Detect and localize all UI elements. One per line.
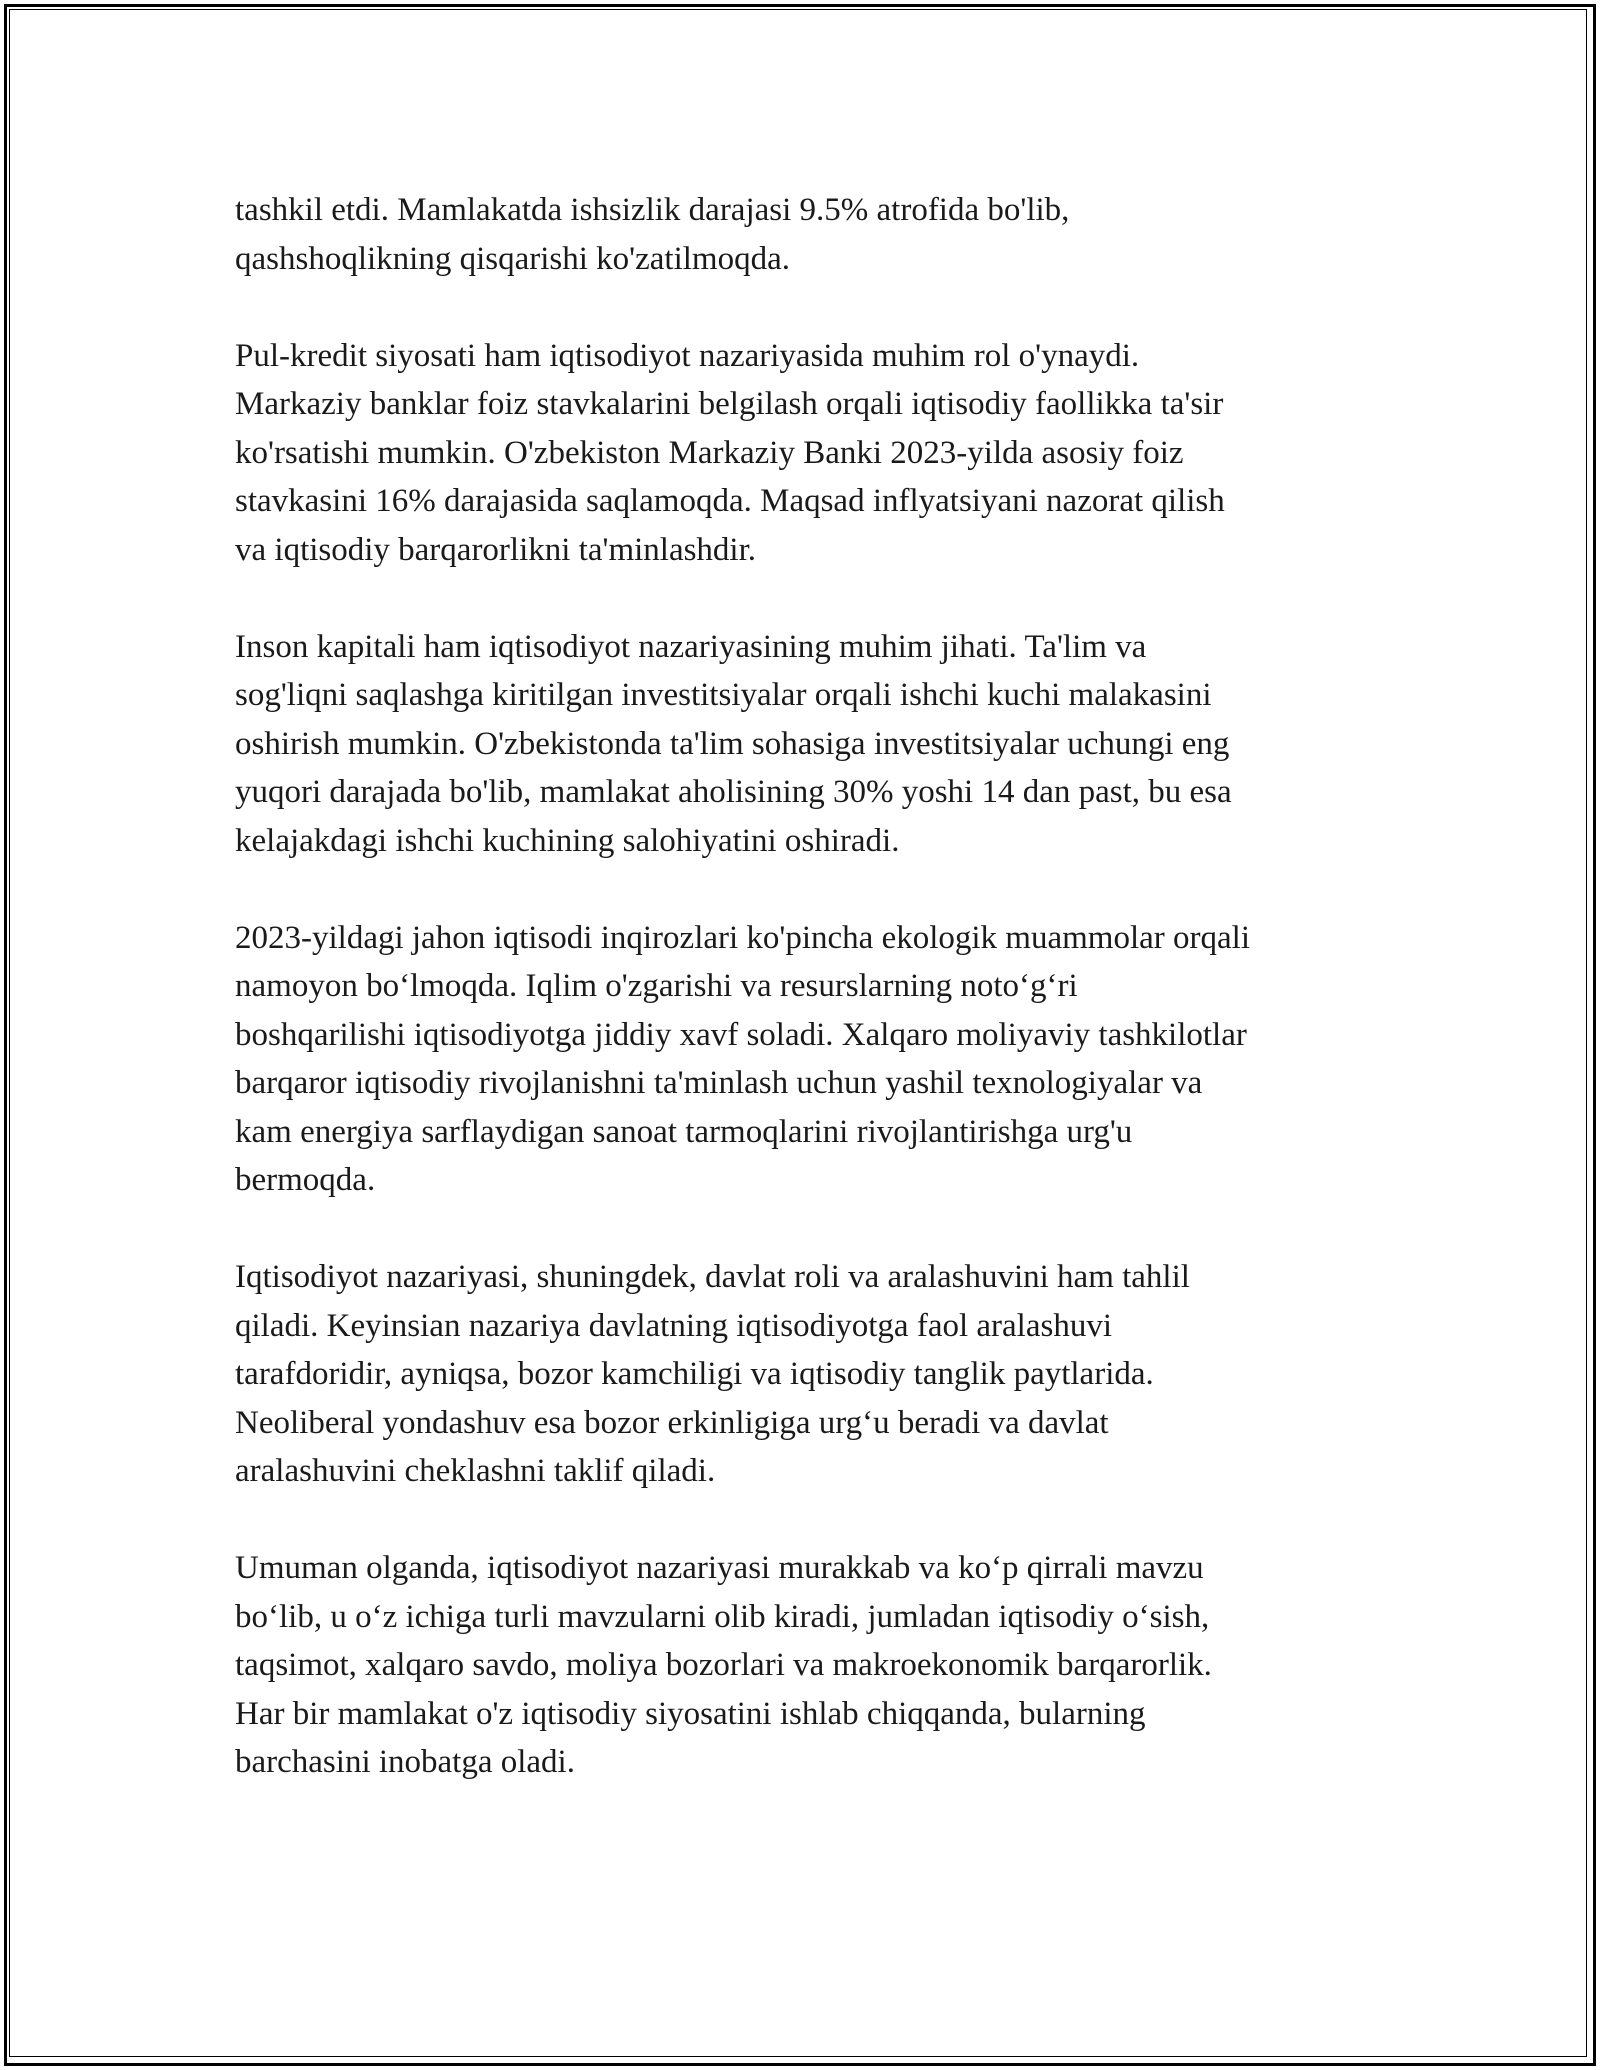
text-line: Iqtisodiyot nazariyasi, shuningdek, davlat roli va aralashuvini ham tahlil [235,1259,1190,1295]
text-line: Har bir mamlakat o'z iqtisodiy siyosatini ishlab chiqqanda, bularning [235,1695,1146,1732]
paragraph-3 [235,623,1375,866]
paragraph-4 [235,914,1375,1205]
text-line: Umuman olganda, iqtisodiyot nazariyasi murakkab va ko‘p qirrali mavzu [235,1550,1204,1586]
text-line: Inson kapitali ham iqtisodiyot nazariyasining muhim jihati. Ta'lim va [235,628,1147,665]
text-line: Neoliberal yondashuv esa bozor erkinligiga urg‘u beradi va davlat [235,1404,1109,1441]
text-line: ko'rsatishi mumkin. O'zbekiston Markaziy Banki 2023-yilda asosiy foiz [235,434,1184,471]
text-line: bermoqda. [235,1162,376,1198]
text-line: namoyon bo‘lmoqda. Iqlim o'zgarishi va resurslarning noto‘g‘ri [235,968,1078,1004]
text-line: qashshoqlikning qisqarishi ko'zatilmoqda. [235,240,790,277]
text-line: oshirish mumkin. O'zbekistonda ta'lim sohasiga investitsiyalar uchungi eng [235,725,1230,762]
text-line: taqsimot, xalqaro savdo, moliya bozorlari va makroekonomik barqarorlik. [235,1647,1212,1683]
text-line: yuqori darajada bo'lib, mamlakat aholisining 30% yoshi 14 dan past, bu esa [235,774,1232,810]
paragraph-6 [235,1544,1375,1787]
document-body [235,186,1375,1835]
text-line: 2023-yildagi jahon iqtisodi inqirozlari ko'pincha ekologik muammolar orqali [235,919,1250,956]
text-line: stavkasini 16% darajasida saqlamoqda. Maqsad inflyatsiyani nazorat qilish [235,483,1225,519]
text-line: tashkil etdi. Mamlakatda ishsizlik darajasi 9.5% atrofida bo'lib, [235,192,1070,228]
text-line: va iqtisodiy barqarorlikni ta'minlashdir. [235,531,757,568]
text-line: barchasini inobatga oladi. [235,1744,575,1780]
paragraph-2 [235,332,1375,575]
text-line: tarafdoridir, ayniqsa, bozor kamchiligi va iqtisodiy tanglik paytlarida. [235,1356,1154,1392]
text-line: boshqarilishi iqtisodiyotga jiddiy xavf soladi. Xalqaro moliyaviy tashkilotlar [235,1016,1247,1053]
text-line: kam energiya sarflaydigan sanoat tarmoqlarini rivojlantirishga urg'u [235,1113,1133,1150]
text-line: Markaziy banklar foiz stavkalarini belgilash orqali iqtisodiy faollikka ta'sir [235,386,1224,422]
text-line: kelajakdagi ishchi kuchining salohiyatini oshiradi. [235,822,900,859]
text-line: aralashuvini cheklashni taklif qiladi. [235,1453,716,1489]
text-line: barqaror iqtisodiy rivojlanishni ta'minlash uchun yashil texnologiyalar va [235,1065,1203,1101]
text-line: qiladi. Keyinsian nazariya davlatning iqtisodiyotga faol aralashuvi [235,1307,1112,1344]
text-line: sog'liqni saqlashga kiritilgan investitsiyalar orqali ishchi kuchi malakasini [235,677,1212,713]
paragraph-1 [235,186,1375,283]
text-line: Pul-kredit siyosati ham iqtisodiyot nazariyasida muhim rol o'ynaydi. [235,337,1140,374]
paragraph-5 [235,1253,1375,1496]
text-line: bo‘lib, u o‘z ichiga turli mavzularni olib kiradi, jumladan iqtisodiy o‘sish, [235,1598,1210,1635]
